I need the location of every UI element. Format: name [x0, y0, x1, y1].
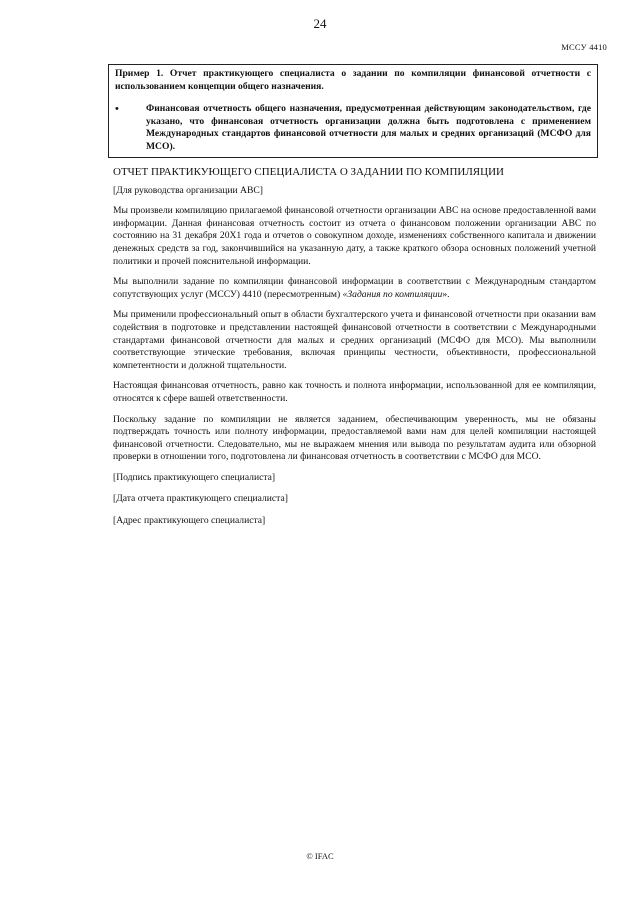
page-number: 24	[313, 16, 327, 31]
report-addressee: [Для руководства организации АВС]	[113, 184, 263, 196]
report-body	[113, 166, 596, 537]
report-paragraph-2-end: ».	[442, 288, 450, 300]
date-placeholder: [Дата отчета практикующего специалиста]	[113, 493, 288, 505]
example-bullet-item	[115, 103, 591, 153]
report-paragraph-2	[113, 276, 596, 301]
report-heading: ОТЧЕТ ПРАКТИКУЮЩЕГО СПЕЦИАЛИСТА О ЗАДАНИИ ПО КОМПИЛЯЦИИ	[113, 166, 504, 178]
example-bullet-text: Финансовая отчетность общего назначения, предусмотренная действующим законодательством, где указано, что финансовая отчетность организации должна быть подготовлена с применением Международных стандартов финансовой отчетности для малых и средних организаций (МСФО для МСО).	[146, 103, 591, 152]
report-paragraph-5: Поскольку задание по компиляции не является заданием, обеспечивающим уверенность, мы не обязаны подтверждать точность или полноту информации, предоставляемой вами нам для целей компиляции настоящей финансовой отчетности. Следовательно, мы не выражаем мнения или вывода по результатам аудита или обзорной проверки в отношении того, подготовлена ли финансовая отчетность в соответствии с МСФО для МСО.	[113, 413, 596, 463]
example-title: Пример 1. Отчет практикующего специалиста о задании по компиляции финансовой отчетности с использованием концепции общего назначения.	[115, 68, 591, 92]
report-paragraph-1: Мы произвели компиляцию прилагаемой финансовой отчетности организации АВС на основе предоставленной вами информации. Данная финансовая отчетность состоит из отчета о финансовом положении организации АВС по состоянию на 31 декабря 20X1 года и отчетов о совокупном доходе, изменениях собственного капитала и движении денежных средств за год, закончившийся на указанную дату, а также краткого обзора основных положений учетной политики и прочей пояснительной информации.	[113, 205, 596, 267]
standard-code: МССУ 4410	[561, 42, 607, 52]
report-paragraph-4: Настоящая финансовая отчетность, равно как точность и полнота информации, использованной для ее компиляции, относятся к сфере вашей ответственности.	[113, 380, 596, 404]
report-paragraph-2-title: «Задания по компиляции	[342, 288, 443, 300]
report-paragraph-2-text: Мы выполнили задание по компиляции финансовой информации в соответствии с Международным стандартом сопутствующих услуг (МССУ) 4410 (пересмотренным)	[113, 276, 596, 300]
signature-placeholder: [Подпись практикующего специалиста]	[113, 471, 276, 483]
copyright-notice: © IFAC	[306, 851, 334, 861]
example-box	[108, 64, 598, 158]
bullet-icon: •	[115, 103, 119, 116]
address-placeholder: [Адрес практикующего специалиста]	[113, 515, 266, 527]
report-paragraph-3: Мы применили профессиональный опыт в области бухгалтерского учета и финансовой отчетности при оказании вам содействия в подготовке и представлении настоящей финансовой отчетности в соответствии с Международными стандартами финансовой отчетности для малых и средних организаций (МСФО для МСО). Мы выполнили соответствующие этические требования, включая принципы честности, объективности, профессиональной компетентности и должной тщательности.	[113, 309, 596, 371]
